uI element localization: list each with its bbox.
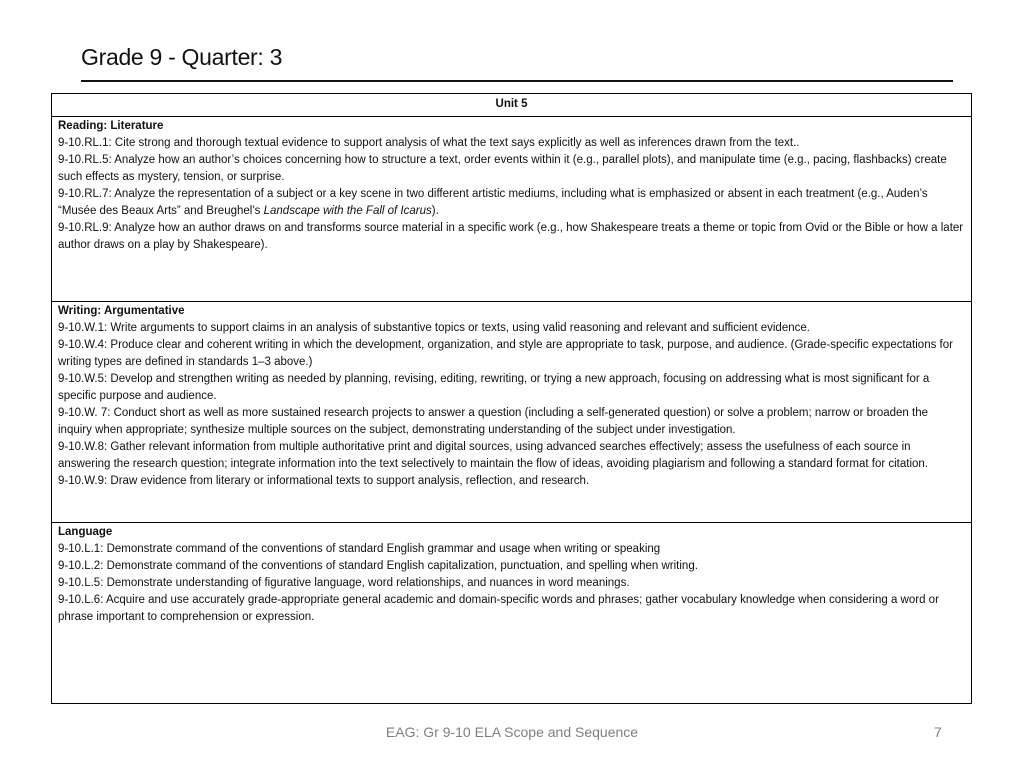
standard-w7: 9-10.W. 7: Conduct short as well as more sustained research projects to answer a question (including a self-generated question) or solve a problem; narrow or broaden the inquiry when appropriate; synthesize multiple sources on the subject, demonstrating understanding of the subject under investigation. — [58, 407, 928, 436]
standard-rl7-end: ). — [431, 205, 439, 217]
standard-rl9: 9-10.RL.9: Analyze how an author draws on and transforms source material in a specific work (e.g., how Shakespeare treats a theme or topic from Ovid or the Bible or how a later author draws on a play by Shakespeare). — [58, 222, 964, 251]
writing-section-row — [52, 302, 972, 523]
title-underline — [81, 80, 953, 82]
standard-l5: 9-10.L.5: Demonstrate understanding of figurative language, word relationships, and nuances in word meanings. — [58, 577, 630, 589]
language-section-cell — [52, 523, 972, 704]
standard-l6: 9-10.L.6: Acquire and use accurately grade-appropriate general academic and domain-specific words and phrases; gather vocabulary knowledge when considering a word or phrase important to comprehension or expression. — [58, 594, 939, 623]
writing-heading: Writing: Argumentative — [58, 305, 185, 317]
artwork-title: Landscape with the Fall of Icarus — [263, 205, 432, 217]
footer-caption: EAG: Gr 9-10 ELA Scope and Sequence — [385, 724, 639, 740]
table-header-row — [52, 94, 972, 117]
scope-sequence-table — [51, 93, 972, 704]
standard-l1: 9-10.L.1: Demonstrate command of the conventions of standard English grammar and usage when writing or speaking — [58, 543, 661, 555]
writing-section-cell — [52, 302, 972, 523]
slide-title: Grade 9 - Quarter: 3 — [81, 44, 283, 70]
language-section-row — [52, 523, 972, 704]
language-heading: Language — [58, 526, 113, 538]
standard-rl7 — [58, 186, 965, 220]
unit-header-cell: Unit 5 — [52, 94, 972, 117]
reading-heading: Reading: Literature — [58, 120, 164, 132]
reading-section-row — [52, 117, 972, 302]
page-number: 7 — [934, 724, 942, 740]
standard-w9: 9-10.W.9: Draw evidence from literary or informational texts to support analysis, reflection, and research. — [58, 475, 590, 487]
standard-w8: 9-10.W.8: Gather relevant information from multiple authoritative print and digital sources, using advanced searches effectively; assess the usefulness of each source in answering the research question; integrate information into the text selectively to maintain the flow of ideas, avoiding plagiarism and following a standard format for citation. — [58, 441, 929, 470]
standard-rl5: 9-10.RL.5: Analyze how an author’s choices concerning how to structure a text, order events within it (e.g., parallel plots), and manipulate time (e.g., pacing, flashbacks) create such effects as mystery, tension, or surprise. — [58, 154, 947, 183]
standard-w1: 9-10.W.1: Write arguments to support claims in an analysis of substantive topics or texts, using valid reasoning and relevant and sufficient evidence. — [58, 322, 810, 334]
standard-w5: 9-10.W.5: Develop and strengthen writing as needed by planning, revising, editing, rewriting, or trying a new approach, focusing on addressing what is most significant for a specific purpose and audience. — [58, 373, 930, 402]
standard-w4: 9-10.W.4: Produce clear and coherent writing in which the development, organization, and style are appropriate to task, purpose, and audience. (Grade-specific expectations for writing types are defined in standards 1–3 above.) — [58, 339, 953, 368]
standard-l2: 9-10.L.2: Demonstrate command of the conventions of standard English capitalization, punctuation, and spelling when writing. — [58, 560, 698, 572]
standard-rl1: 9-10.RL.1: Cite strong and thorough textual evidence to support analysis of what the text says explicitly as well as inferences drawn from the text.. — [58, 137, 800, 149]
standard-rl7-text: 9-10.RL.7: Analyze the representation of a subject or a key scene in two different artistic mediums, including what is emphasized or absent in each treatment (e.g., Auden’s “Musée des Beaux Arts” and Breughel’s — [58, 188, 928, 217]
reading-section-cell — [52, 117, 972, 302]
